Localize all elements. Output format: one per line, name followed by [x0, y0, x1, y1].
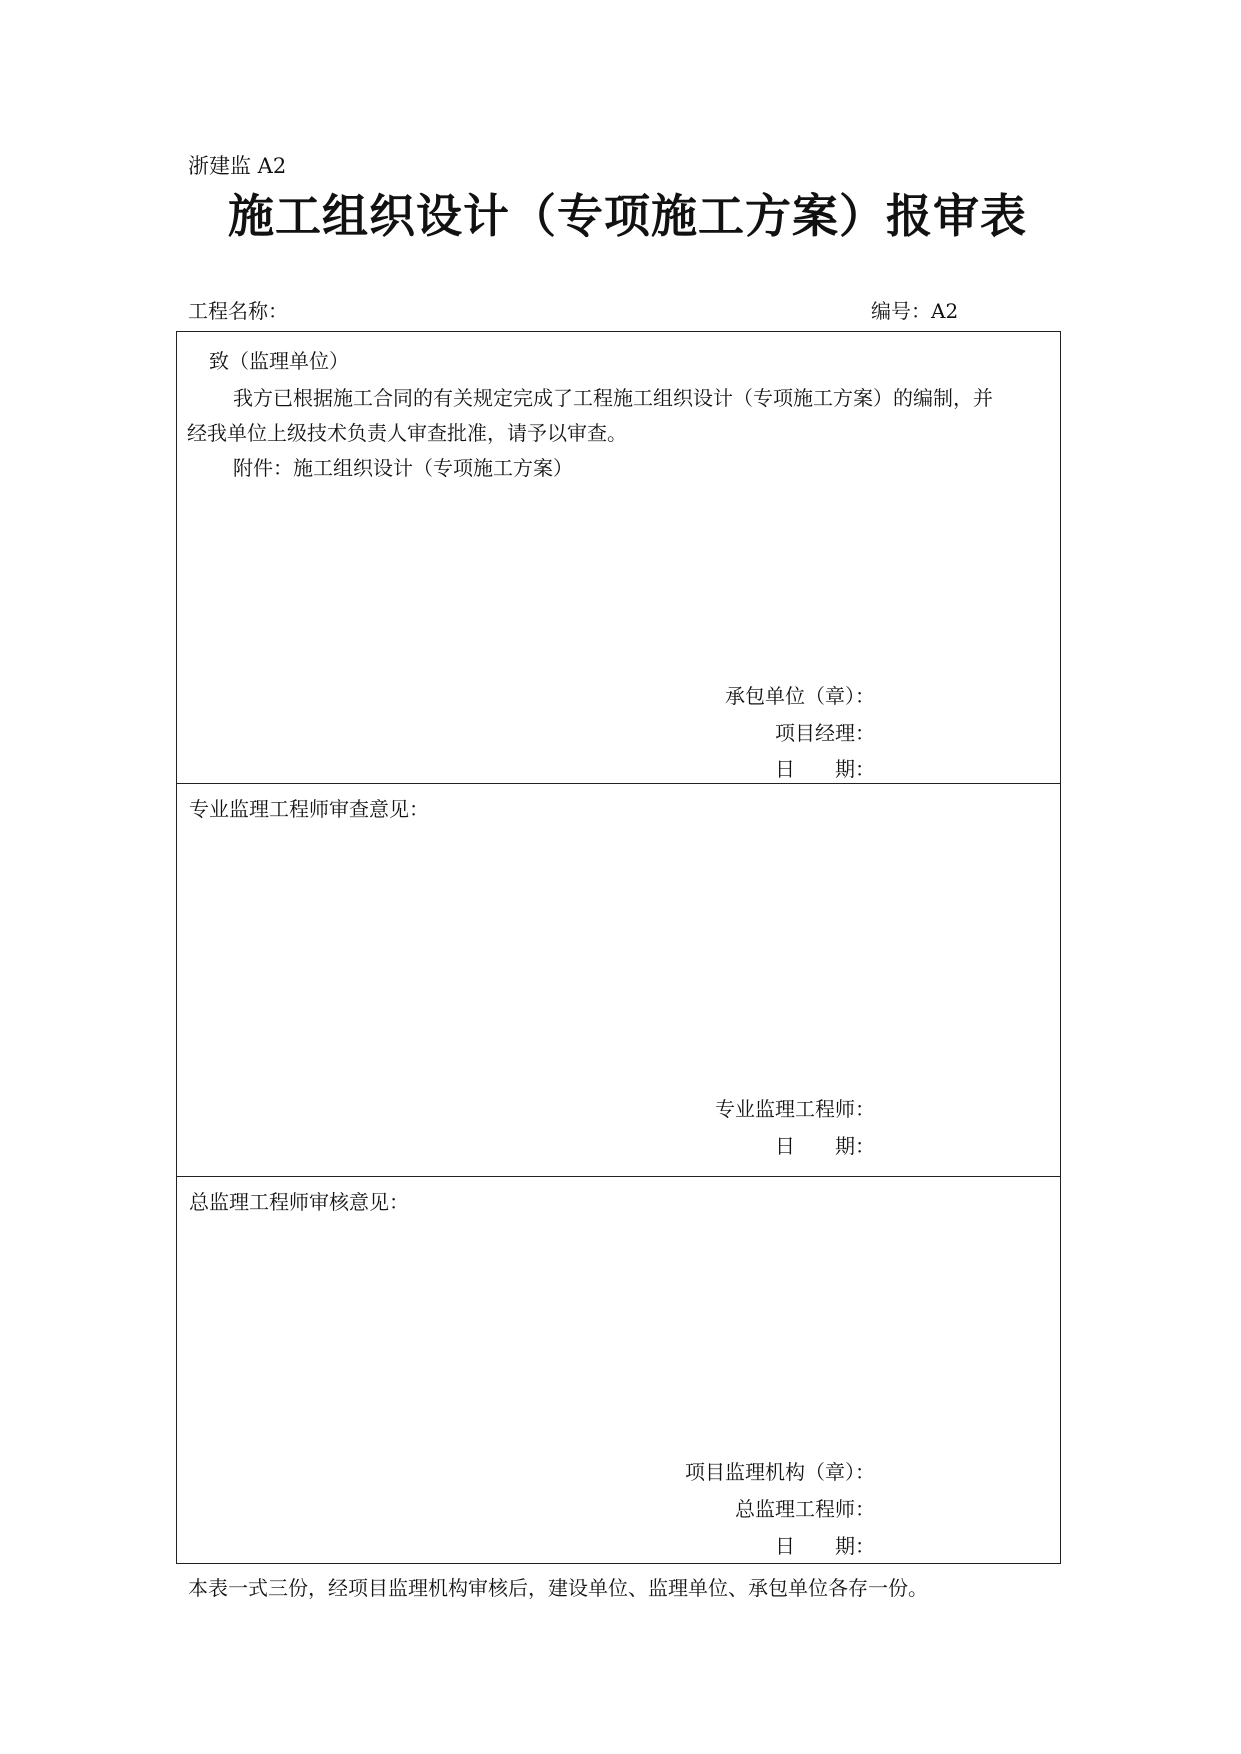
submission-body-line-2: 经我单位上级技术负责人审查批准，请予以审查。 — [187, 421, 627, 445]
chief-engineer-label: 总监理工程师： — [735, 1497, 875, 1521]
contractor-seal-label: 承包单位（章）： — [725, 684, 875, 708]
footer-note: 本表一式三份，经项目监理机构审核后，建设单位、监理单位、承包单位各存一份。 — [188, 1576, 928, 1600]
submission-body-line-1: 我方已根据施工合同的有关规定完成了工程施工组织设计（专项施工方案）的编制，并 — [233, 386, 993, 410]
serial-number-label: 编号：A2 — [871, 299, 959, 323]
engineer-review-heading: 专业监理工程师审查意见： — [189, 797, 429, 821]
addressee-line: 致（监理单位） — [209, 349, 349, 373]
chief-date-label: 日 期： — [775, 1534, 875, 1558]
submission-date-label: 日 期： — [775, 757, 875, 781]
form-code: 浙建监 A2 — [188, 154, 287, 178]
engineer-review-section — [177, 783, 1060, 1177]
project-name-label: 工程名称： — [188, 299, 288, 323]
engineer-date-label: 日 期： — [775, 1134, 875, 1158]
submission-section — [177, 332, 1060, 784]
approval-form-table — [176, 331, 1061, 1564]
project-manager-label: 项目经理： — [775, 721, 875, 745]
engineer-signature-label: 专业监理工程师： — [715, 1097, 875, 1121]
page-title: 施工组织设计（专项施工方案）报审表 — [228, 189, 1027, 243]
chief-review-section — [177, 1176, 1060, 1563]
supervision-org-seal-label: 项目监理机构（章）： — [685, 1460, 875, 1484]
attachment-line: 附件：施工组织设计（专项施工方案） — [233, 456, 573, 480]
chief-review-heading: 总监理工程师审核意见： — [189, 1190, 409, 1214]
